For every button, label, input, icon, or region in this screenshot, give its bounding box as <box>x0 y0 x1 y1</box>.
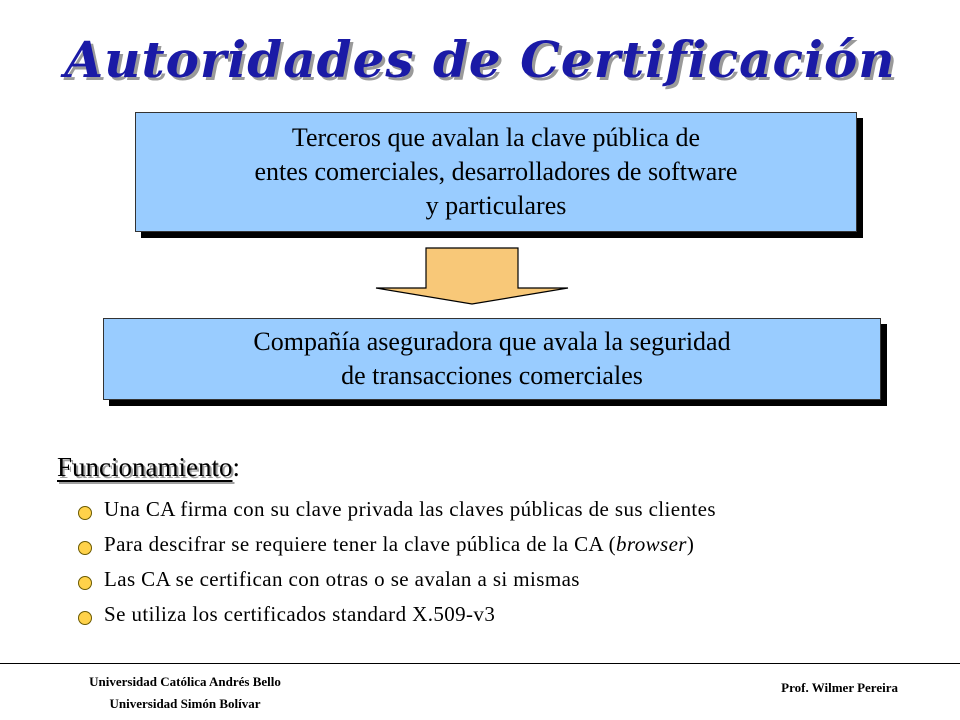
definition-line: entes comerciales, desarrolladores de software <box>254 157 738 186</box>
footer-author: Prof. Wilmer Pereira <box>781 680 898 695</box>
footer-divider <box>0 663 960 664</box>
list-item-closing: ) <box>686 532 695 556</box>
list-item-text: Para descifrar se requiere tener la clave pública de la CA ( <box>104 532 617 556</box>
definition-line: y particulares <box>425 191 567 220</box>
list-item-text: Una CA firma con su clave privada las claves públicas de sus clientes <box>104 497 716 521</box>
list-item <box>78 529 716 564</box>
footer-institution-1: Universidad Católica Andrés Bello <box>89 674 281 689</box>
definition-text <box>255 121 738 223</box>
section-heading-colon: : <box>232 452 240 482</box>
bullet-icon <box>78 576 92 590</box>
list-item <box>78 494 716 529</box>
footer-institution-2: Universidad Simón Bolívar <box>109 696 261 711</box>
down-arrow-icon <box>374 247 570 305</box>
analogy-line: Compañía aseguradora que avala la seguridad <box>253 327 731 356</box>
analogy-box <box>103 318 881 400</box>
analogy-line: de transacciones comerciales <box>341 361 643 390</box>
footer-institutions <box>55 671 315 715</box>
analogy-text <box>253 325 730 393</box>
definition-box <box>135 112 857 232</box>
bullet-icon <box>78 611 92 625</box>
section-heading <box>57 452 240 483</box>
slide-title: Autoridades de Certificación <box>64 30 896 89</box>
bullet-icon <box>78 506 92 520</box>
list-item <box>78 564 716 599</box>
list-item <box>78 599 716 634</box>
list-item-italic: browser <box>616 532 687 556</box>
list-item-text: Las CA se certifican con otras o se avalan a si mismas <box>104 567 580 591</box>
bullet-list <box>78 494 716 634</box>
bullet-icon <box>78 541 92 555</box>
list-item-text: Se utiliza los certificados standard X.509-v3 <box>104 602 496 626</box>
section-heading-label: Funcionamiento <box>57 452 233 482</box>
definition-line: Terceros que avalan la clave pública de <box>291 123 701 152</box>
down-arrow-shape <box>376 248 568 304</box>
